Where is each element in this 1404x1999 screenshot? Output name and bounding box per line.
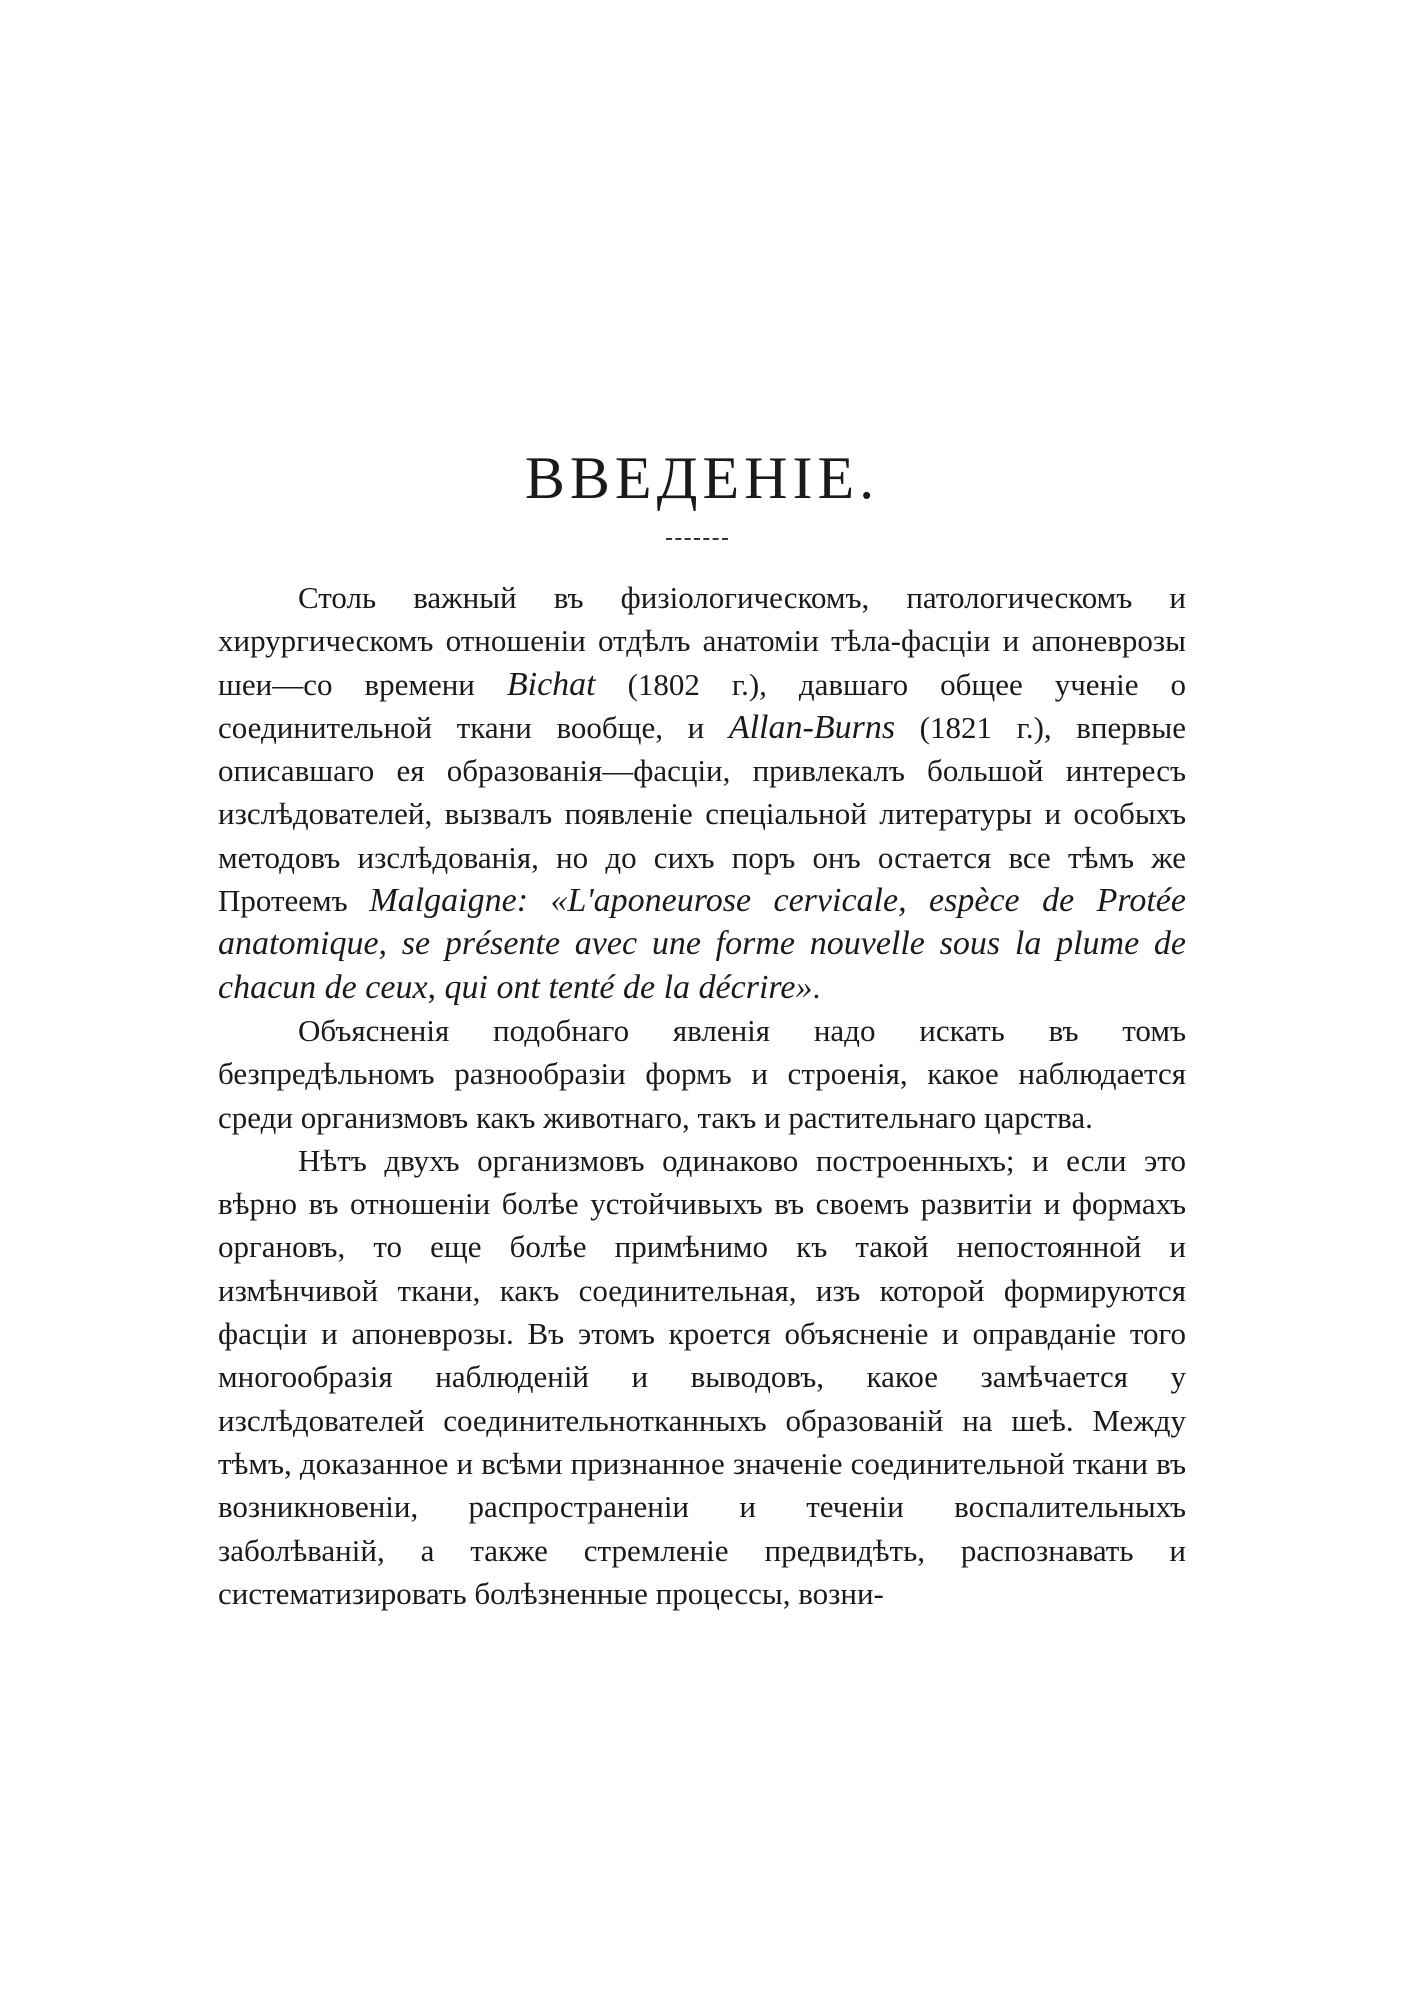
italic-text: Bichat bbox=[506, 665, 596, 703]
paragraph bbox=[218, 1139, 1186, 1615]
chapter-heading: ВВЕДЕНІЕ. bbox=[524, 445, 880, 511]
text-run: (1821 г.), впервые описавшаго ея образованія—фасціи, привлекалъ большой интересъ изслѣдователей, вызвалъ появленіе спеціальной литературы и особыхъ методовъ изслѣдованія, но до сихъ поръ онъ остается все тѣмъ же Протеемъ bbox=[218, 709, 1186, 919]
text-run: Нѣтъ двухъ организмовъ одинаково построенныхъ; и если это вѣрно въ отношеніи болѣе устойчивыхъ въ своемъ развитіи и формахъ органовъ, то еще болѣе примѣнимо къ такой непостоянной и измѣнчивой ткани, какъ соединительная, изъ которой формируются фасціи и апоневрозы. Въ этомъ кроется объясненіе и оправданіе того многообразія наблюденій и выводовъ, какое замѣчается у изслѣдователей соединительнотканныхъ образованій на шеѣ. Между тѣмъ, доказанное и всѣми признанное значеніе соединительной ткани въ возникновеніи, распространеніи и теченіи воспалительныхъ заболѣваній, а также стремленіе предвидѣть, распознавать и систематизировать болѣзненные процессы, возни- bbox=[218, 1142, 1186, 1611]
body-text bbox=[218, 576, 1186, 1615]
paragraph bbox=[218, 576, 1186, 1009]
text-run: (1802 г.), давшаго общее ученіе о соединительной ткани вообще, и bbox=[218, 666, 1186, 745]
italic-text: Malgaigne: «L'aponeurose cervicale, espèce de Protée anatomique, se présente avec une forme nouvelle sous la plume de chacun de ceux, qui ont tenté de la décrire» bbox=[218, 882, 1186, 1006]
heading-divider bbox=[666, 538, 728, 540]
italic-text: Allan-Burns bbox=[728, 708, 896, 746]
text-run: . bbox=[812, 969, 821, 1005]
text-run: Столь важный въ физіологическомъ, патологическомъ и хирургическомъ отношеніи отдѣлъ анатоміи тѣла-фасціи и апоневрозы шеи—со времени bbox=[218, 580, 1186, 702]
text-run: Объясненія подобнаго явленія надо искать въ томъ безпредѣльномъ разнообразіи формъ и строенія, какое наблюдается среди организмовъ какъ животнаго, такъ и растительнаго царства. bbox=[218, 1012, 1186, 1135]
paragraph bbox=[218, 1009, 1186, 1139]
